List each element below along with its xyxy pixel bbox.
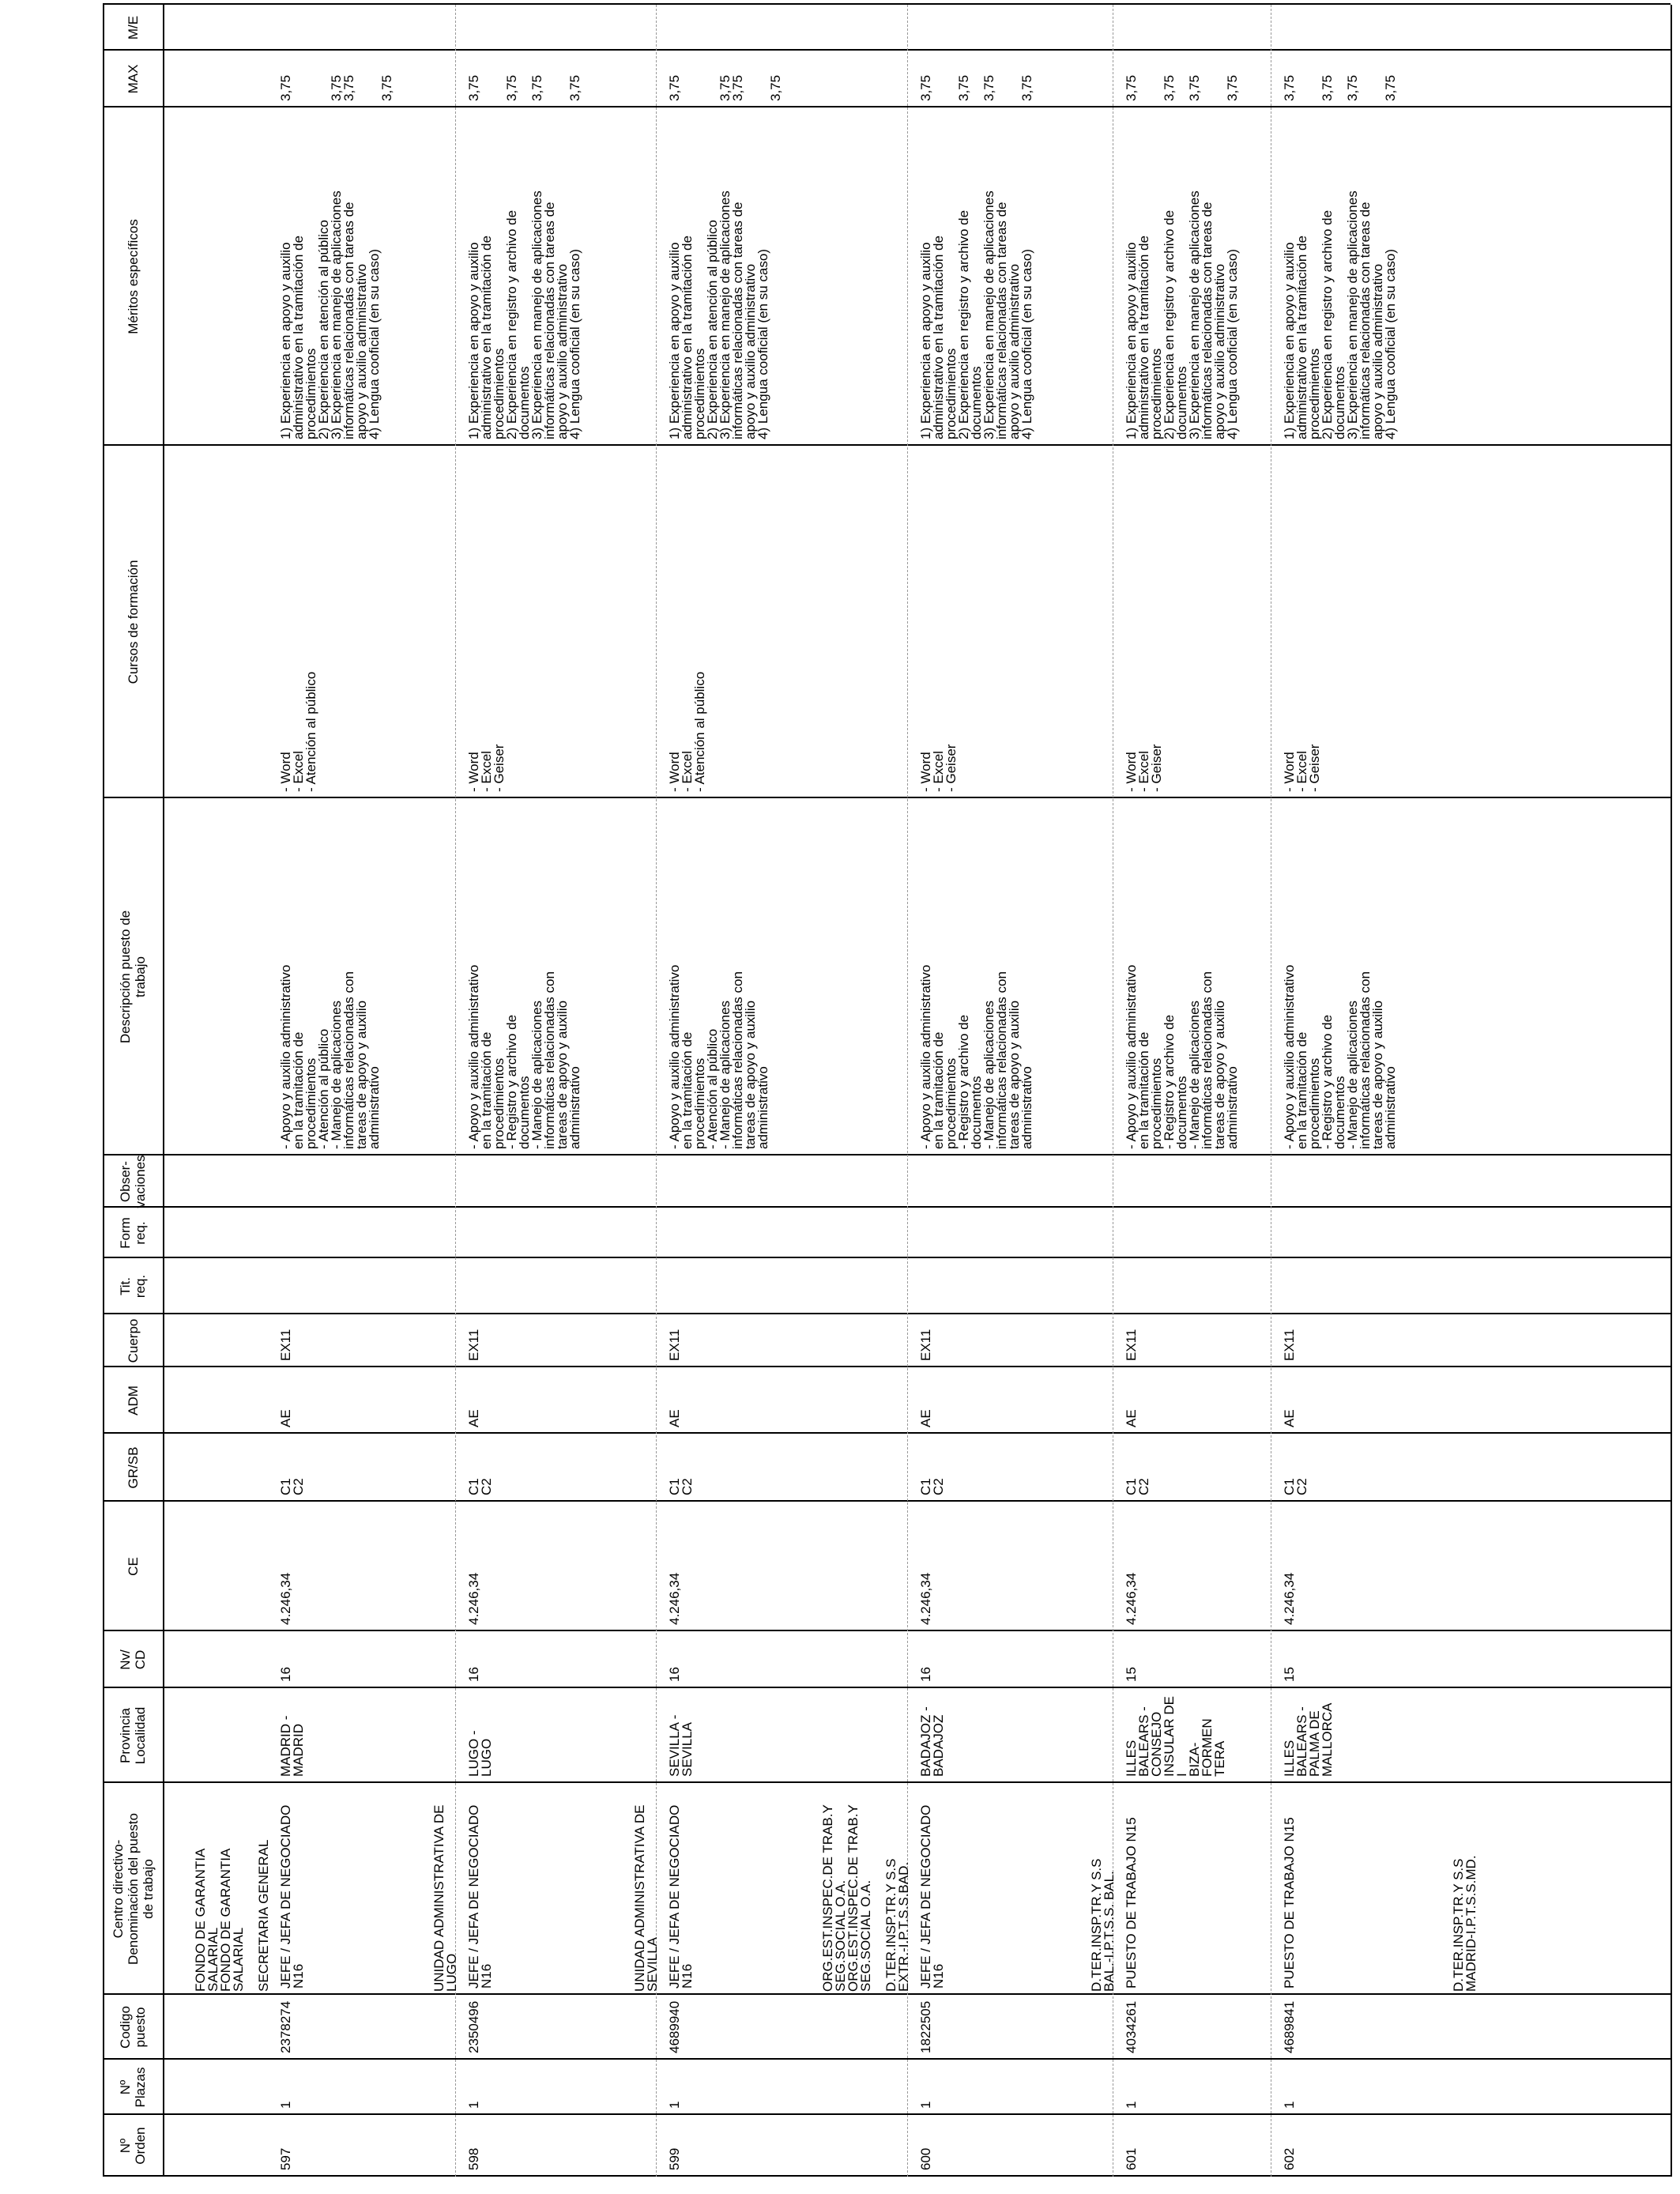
- cell-meritos: 1) Experiencia en apoyo y auxilio administrativo en la tramitación de procedimientos 2) Experiencia en registro y archivo de documentos 3) Experiencia en manejo de aplicaciones informáticas relacionadas con tareas de apoyo y auxilio administrativo 4) Lengua cooficial (en su caso): [466, 190, 582, 439]
- cell-orden: 601: [1124, 2147, 1139, 2170]
- cell-provincia: ILLES BALEARS - PALMA DE MALLORCA: [1282, 1702, 1335, 1777]
- cell-plazas: 1: [1282, 2101, 1297, 2109]
- cell-cuerpo: EX11: [1282, 1329, 1297, 1361]
- cell-meritos: 1) Experiencia en apoyo y auxilio administrativo en la tramitación de procedimientos 2) Experiencia en registro y archivo de documentos 3) Experiencia en manejo de aplicaciones informáticas relacionadas con tareas de apoyo y auxilio administrativo 4) Lengua cooficial (en su caso): [1282, 190, 1398, 439]
- column-header-grsb: GR/SB: [125, 1446, 141, 1489]
- cell-nv: 16: [918, 1667, 933, 1682]
- cell-max: 3,75 3,75 3,75 3,75: [1124, 74, 1240, 101]
- cell-max: 3,75 3,75 3,75 3,75: [278, 74, 394, 101]
- cell-orden: 600: [918, 2147, 933, 2170]
- cell-provincia: BADAJOZ - BADAJOZ: [918, 1706, 946, 1777]
- cell-max: 3,75 3,75 3,75 3,75: [667, 74, 783, 101]
- column-divider: [103, 1687, 1671, 1688]
- column-divider: [103, 1781, 1671, 1783]
- cell-meritos: 1) Experiencia en apoyo y auxilio administrativo en la tramitación de procedimientos 2) Experiencia en atención al público 3) Experiencia en manejo de aplicaciones informáticas relacionadas con tareas de apoyo y auxilio administrativo 4) Lengua cooficial (en su caso): [278, 190, 382, 439]
- cell-nv: 16: [278, 1667, 293, 1682]
- column-divider: [103, 797, 1671, 798]
- column-header-cuerpo: Cuerpo: [125, 1318, 141, 1363]
- cell-cursos: - Word - Excel - Geiser: [466, 744, 507, 792]
- column-divider: [103, 2175, 1671, 2177]
- column-divider: [103, 1500, 1671, 1502]
- cell-grsb: C1 C2: [1282, 1478, 1309, 1495]
- cell-adm: AE: [1282, 1409, 1297, 1427]
- column-header-meritos: Méritos específicos: [125, 219, 141, 334]
- column-header-cursos: Cursos de formación: [125, 560, 141, 684]
- cell-nv: 15: [1124, 1667, 1139, 1682]
- cell-provincia: SEVILLA - SEVILLA: [667, 1714, 695, 1777]
- cell-ce: 4.246,34: [1124, 1572, 1139, 1625]
- column-divider: [103, 1630, 1671, 1631]
- cell-plazas: 1: [466, 2101, 481, 2109]
- cell-cuerpo: EX11: [1124, 1329, 1139, 1361]
- cell-provincia: ILLES BALEARS - CONSEJO INSULAR DE I BIZA-FORMEN TERA: [1124, 1695, 1227, 1777]
- cell-orden: 602: [1282, 2147, 1297, 2170]
- cell-cuerpo: EX11: [667, 1329, 682, 1361]
- cell-ce: 4.246,34: [466, 1572, 481, 1625]
- cell-cursos: - Word - Excel - Geiser: [1124, 744, 1164, 792]
- cell-cursos: - Word - Excel - Geiser: [1282, 744, 1322, 792]
- column-header-desc: Descripción puesto de trabajo: [118, 910, 148, 1044]
- column-divider: [103, 1206, 1671, 1208]
- column-divider: [103, 444, 1671, 446]
- cell-plazas: 1: [1124, 2101, 1139, 2109]
- centro-directivo-heading: UNIDAD ADMINISTRATIVA DE LUGO: [431, 1804, 459, 1992]
- cell-nv: 16: [667, 1667, 682, 1682]
- cell-centro: PUESTO DE TRABAJO N15: [1282, 1817, 1297, 1989]
- cell-codigo: 4034261: [1124, 2000, 1139, 2053]
- cell-cuerpo: EX11: [466, 1329, 481, 1361]
- cell-grsb: C1 C2: [667, 1478, 695, 1495]
- centro-directivo-heading: D.TER.INSP.TR.Y S.S BAL.-I.P.T.S.S. BAL.: [1089, 1858, 1117, 1992]
- cell-codigo: 2350496: [466, 2000, 481, 2053]
- cell-desc: - Apoyo y auxilio administrativo en la tramitación de procedimientos - Atención al público - Manejo de aplicaciones informáticas relacionadas con tareas de apoyo y auxilio administrativo: [278, 964, 382, 1149]
- table-bottom-border: [1671, 5, 1672, 2177]
- cell-max: 3,75 3,75 3,75 3,75: [466, 74, 582, 101]
- cell-grsb: C1 C2: [918, 1478, 946, 1495]
- cell-nv: 16: [466, 1667, 481, 1682]
- cell-meritos: 1) Experiencia en apoyo y auxilio administrativo en la tramitación de procedimientos 2) Experiencia en registro y archivo de documentos 3) Experiencia en manejo de aplicaciones informáticas relacionadas con tareas de apoyo y auxilio administrativo 4) Lengua cooficial (en su caso): [1124, 190, 1240, 439]
- cell-cuerpo: EX11: [918, 1329, 933, 1361]
- cell-adm: AE: [918, 1409, 933, 1427]
- cell-plazas: 1: [278, 2101, 293, 2109]
- column-divider: [103, 1993, 1671, 1995]
- column-divider: [103, 1366, 1671, 1367]
- cell-ce: 4.246,34: [278, 1572, 293, 1625]
- cell-provincia: MADRID - MADRID: [278, 1715, 306, 1777]
- column-header-plazas: Nº Plazas: [118, 2067, 148, 2108]
- column-divider: [103, 3, 1671, 5]
- cell-cursos: - Word - Excel - Atención al público: [667, 671, 707, 792]
- cell-orden: 599: [667, 2147, 682, 2170]
- cell-adm: AE: [278, 1409, 293, 1427]
- cell-orden: 597: [278, 2147, 293, 2170]
- cell-orden: 598: [466, 2147, 481, 2170]
- centro-directivo-heading: D.TER.INSP.TR.Y S.S MADRID-I.P.T.S.S.MD.: [1451, 1855, 1478, 1992]
- column-header-provincia: Provincia Localidad: [118, 1706, 148, 1765]
- column-divider: [103, 106, 1671, 107]
- centro-directivo-heading: ORG.EST.INSPEC.DE TRAB.Y SEG.SOCIAL O.A. ORG.EST.INSPEC.DE TRAB.Y SEG.SOCIAL O.A. D.TER.INSP.TR.Y S.S EXTR.-I.P.T.S.S.BAD.: [820, 1804, 911, 1992]
- cell-desc: - Apoyo y auxilio administrativo en la tramitación de procedimientos - Registro y archivo de documentos - Manejo de aplicaciones informáticas relacionadas con tareas de apoyo y auxilio administrativo: [1124, 964, 1240, 1149]
- column-divider: [103, 1154, 1671, 1155]
- cell-desc: - Apoyo y auxilio administrativo en la tramitación de procedimientos - Registro y archivo de documentos - Manejo de aplicaciones informáticas relacionadas con tareas de apoyo y auxilio administrativo: [466, 964, 582, 1149]
- column-header-ce: CE: [125, 1557, 141, 1576]
- cell-codigo: 4689841: [1282, 2000, 1297, 2053]
- cell-desc: - Apoyo y auxilio administrativo en la tramitación de procedimientos - Atención al público - Manejo de aplicaciones informáticas relacionadas con tareas de apoyo y auxilio administrativo: [667, 964, 770, 1149]
- column-header-adm: ADM: [125, 1385, 141, 1416]
- cell-plazas: 1: [918, 2101, 933, 2109]
- cell-centro: PUESTO DE TRABAJO N15: [1124, 1817, 1139, 1989]
- column-divider: [103, 2058, 1671, 2060]
- column-header-nv: Nv/ CD: [118, 1649, 148, 1670]
- header-bottom-border: [163, 5, 164, 2177]
- cell-centro: JEFE / JEFA DE NEGOCIADO N16: [278, 1804, 306, 1989]
- column-divider: [103, 1313, 1671, 1314]
- cell-adm: AE: [1124, 1409, 1139, 1427]
- column-divider: [103, 1257, 1671, 1258]
- column-header-me: M/E: [125, 15, 141, 40]
- cell-meritos: 1) Experiencia en apoyo y auxilio administrativo en la tramitación de procedimientos 2) Experiencia en atención al público 3) Experiencia en manejo de aplicaciones informáticas relacionadas con tareas de apoyo y auxilio administrativo 4) Lengua cooficial (en su caso): [667, 190, 770, 439]
- cell-max: 3,75 3,75 3,75 3,75: [1282, 74, 1398, 101]
- centro-directivo-heading: UNIDAD ADMINISTRATIVA DE SEVILLA: [632, 1804, 660, 1992]
- cell-cuerpo: EX11: [278, 1329, 293, 1361]
- cell-grsb: C1 C2: [1124, 1478, 1151, 1495]
- cell-grsb: C1 C2: [466, 1478, 494, 1495]
- cell-centro: JEFE / JEFA DE NEGOCIADO N16: [667, 1804, 695, 1989]
- column-header-obs: Obser- vaciones: [118, 1155, 148, 1208]
- cell-adm: AE: [667, 1409, 682, 1427]
- column-header-tit: Tit. req.: [118, 1274, 148, 1299]
- cell-cursos: - Word - Excel - Geiser: [918, 744, 959, 792]
- cell-grsb: C1 C2: [278, 1478, 306, 1495]
- cell-ce: 4.246,34: [667, 1572, 682, 1625]
- cell-max: 3,75 3,75 3,75 3,75: [918, 74, 1034, 101]
- column-divider: [103, 1432, 1671, 1434]
- cell-meritos: 1) Experiencia en apoyo y auxilio administrativo en la tramitación de procedimientos 2) Experiencia en registro y archivo de documentos 3) Experiencia en manejo de aplicaciones informáticas relacionadas con tareas de apoyo y auxilio administrativo 4) Lengua cooficial (en su caso): [918, 190, 1034, 439]
- cell-codigo: 1822505: [918, 2000, 933, 2053]
- cell-desc: - Apoyo y auxilio administrativo en la tramitación de procedimientos - Registro y archivo de documentos - Manejo de aplicaciones informáticas relacionadas con tareas de apoyo y auxilio administrativo: [1282, 964, 1398, 1149]
- column-header-form: Form req.: [118, 1217, 148, 1249]
- column-header-orden: Nº Orden: [118, 2127, 148, 2165]
- cell-ce: 4.246,34: [1282, 1572, 1297, 1625]
- cell-codigo: 4689940: [667, 2000, 682, 2053]
- column-header-codigo: Codigo puesto: [118, 2006, 148, 2049]
- column-divider: [103, 2113, 1671, 2115]
- cell-adm: AE: [466, 1409, 481, 1427]
- cell-centro: JEFE / JEFA DE NEGOCIADO N16: [918, 1804, 946, 1989]
- cell-provincia: LUGO - LUGO: [466, 1730, 494, 1777]
- cell-ce: 4.246,34: [918, 1572, 933, 1625]
- cell-plazas: 1: [667, 2101, 682, 2109]
- cell-centro: JEFE / JEFA DE NEGOCIADO N16: [466, 1804, 494, 1989]
- column-header-centro: Centro directivo- Denominación del puesto de trabajo: [110, 1813, 156, 1965]
- centro-directivo-heading: FONDO DE GARANTIA SALARIAL FONDO DE GARANTIA SALARIAL SECRETARIA GENERAL: [193, 1839, 271, 1992]
- column-header-max: MAX: [125, 64, 141, 94]
- column-divider: [103, 49, 1671, 51]
- cell-desc: - Apoyo y auxilio administrativo en la tramitación de procedimientos - Registro y archivo de documentos - Manejo de aplicaciones informáticas relacionadas con tareas de apoyo y auxilio administrativo: [918, 964, 1034, 1149]
- cell-nv: 15: [1282, 1667, 1297, 1682]
- cell-codigo: 2378274: [278, 2000, 293, 2053]
- cell-cursos: - Word - Excel - Atención al público: [278, 671, 318, 792]
